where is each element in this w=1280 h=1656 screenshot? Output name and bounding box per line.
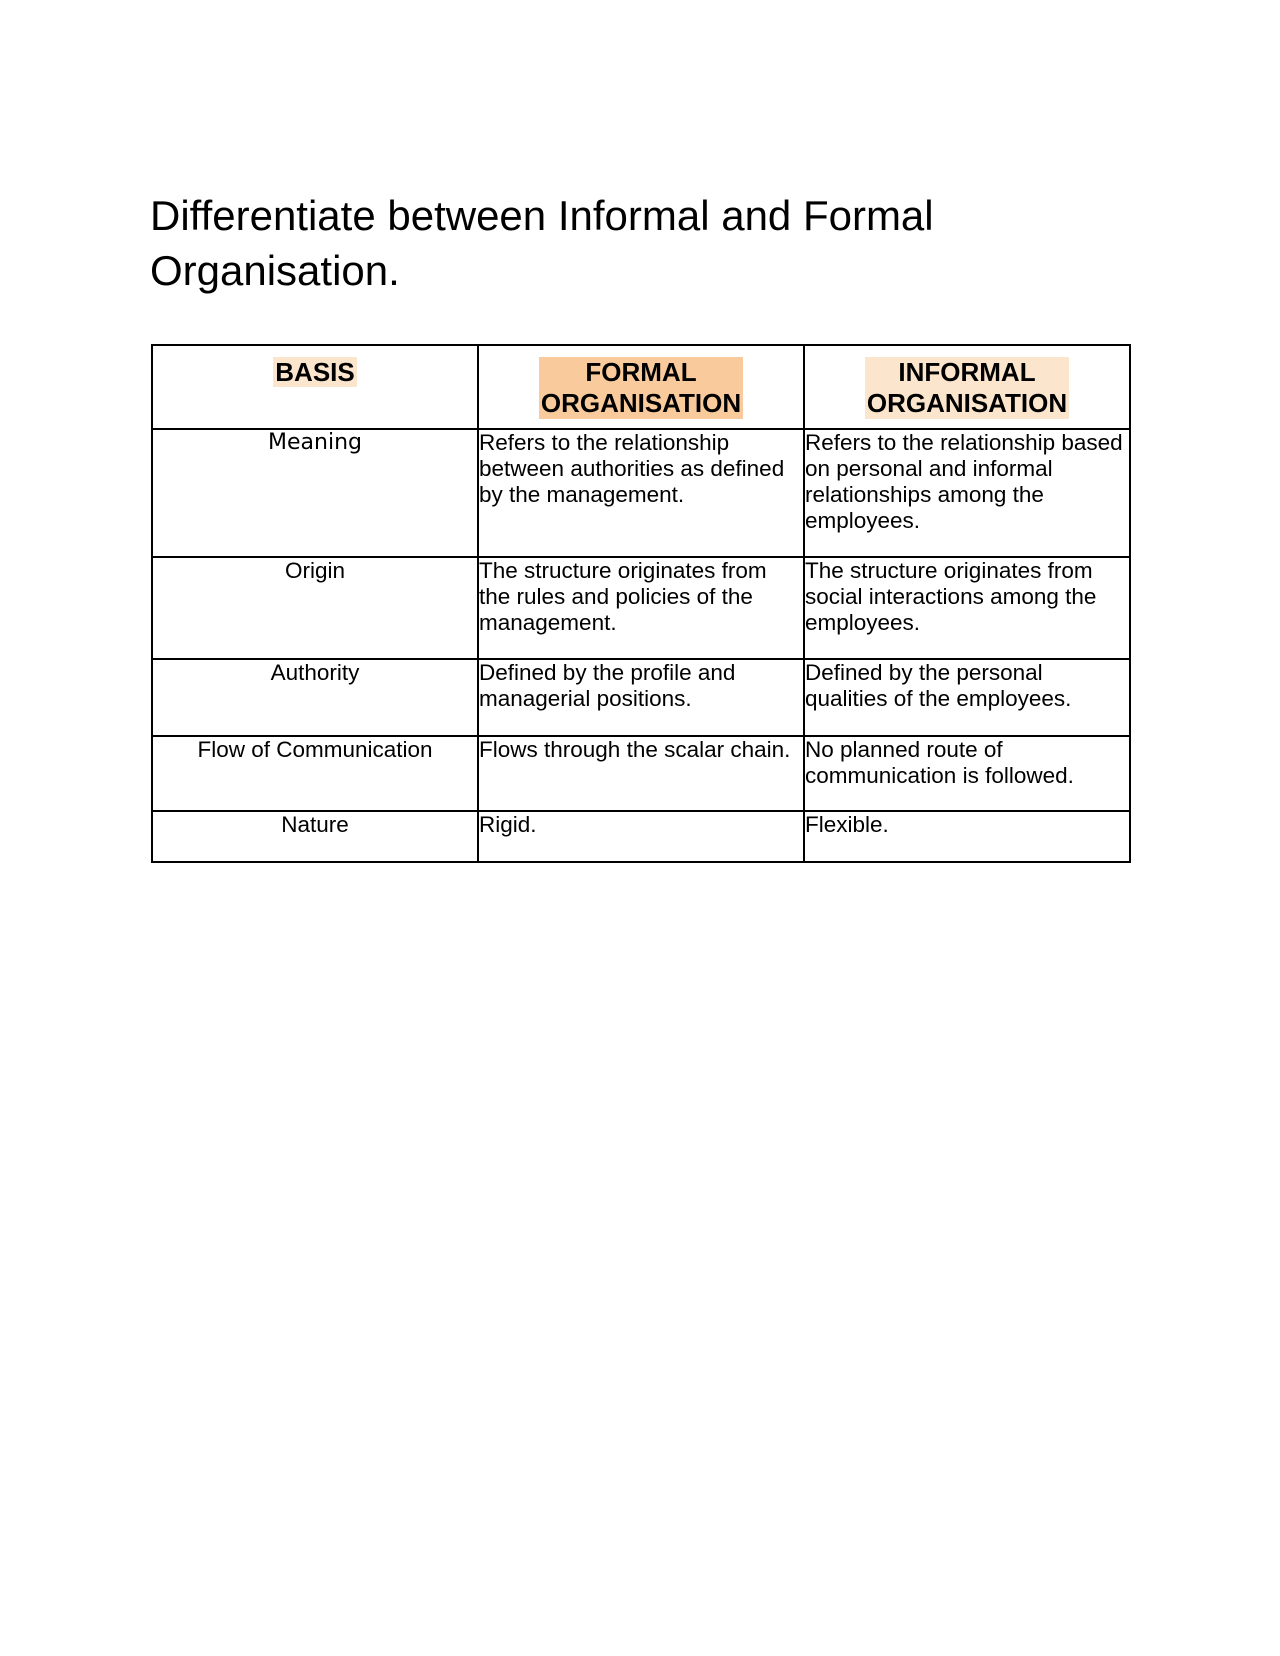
header-informal-line-1: INFORMAL: [898, 357, 1036, 387]
cell-formal: Rigid.: [478, 811, 804, 862]
cell-informal: No planned route of communication is followed.: [804, 736, 1130, 811]
header-formal-line-1: FORMAL: [585, 357, 697, 387]
header-informal-label: [865, 357, 1069, 419]
cell-informal: Flexible.: [804, 811, 1130, 862]
table-header-row: [152, 345, 1130, 429]
cell-formal: Defined by the profile and managerial positions.: [478, 659, 804, 736]
document-title: Differentiate between Informal and Formal Organisation.: [150, 192, 934, 294]
cell-informal: Defined by the personal qualities of the employees.: [804, 659, 1130, 736]
cell-basis: Flow of Communication: [152, 736, 478, 811]
table-row-origin: [152, 557, 1130, 659]
cell-formal: Flows through the scalar chain.: [478, 736, 804, 811]
header-formal-label: [539, 357, 743, 419]
table-row-flow-of-communication: [152, 736, 1130, 811]
cell-basis: Origin: [152, 557, 478, 659]
table-row-authority: [152, 659, 1130, 736]
header-informal-organisation: [804, 345, 1130, 429]
header-informal-line-2: ORGANISATION: [866, 388, 1068, 418]
cell-formal: The structure originates from the rules and policies of the management.: [478, 557, 804, 659]
cell-informal: The structure originates from social interactions among the employees.: [804, 557, 1130, 659]
comparison-table: [151, 344, 1131, 863]
cell-informal: Refers to the relationship based on personal and informal relationships among the employees.: [804, 429, 1130, 557]
cell-formal: Refers to the relationship between authorities as defined by the management.: [478, 429, 804, 557]
header-basis-label: BASIS: [275, 357, 355, 387]
header-formal-organisation: [478, 345, 804, 429]
header-formal-line-2: ORGANISATION: [540, 388, 742, 418]
cell-basis: Meaning: [152, 429, 478, 557]
cell-basis: Nature: [152, 811, 478, 862]
header-basis: [152, 345, 478, 429]
table-row-meaning: [152, 429, 1130, 557]
cell-basis: Authority: [152, 659, 478, 736]
table-row-nature: [152, 811, 1130, 862]
